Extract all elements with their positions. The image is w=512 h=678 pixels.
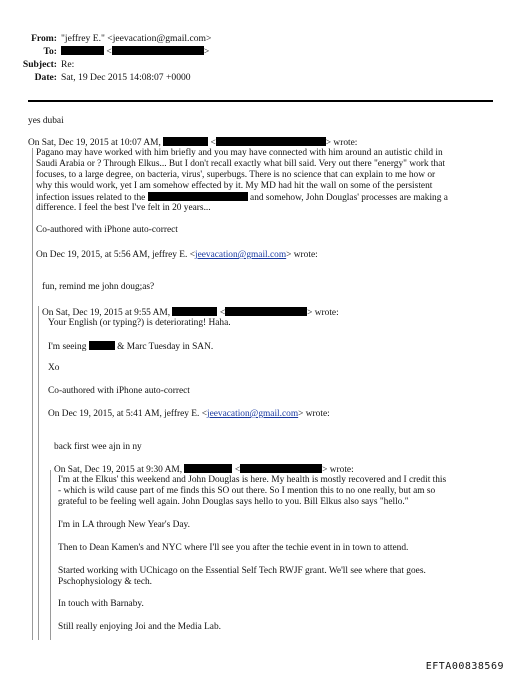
email-link[interactable]: jeevacation@gmail.com	[195, 250, 287, 260]
date-label: Date:	[34, 72, 57, 83]
redaction-block	[89, 341, 115, 350]
wrote-text: > wrote:	[286, 250, 318, 260]
quote-line: why this would work, yet I am somehow effected by it. My MD had hit the wall on some of the persistent	[36, 181, 433, 191]
quote-line-part: I'm seeing	[48, 342, 87, 352]
header-divider	[28, 100, 493, 102]
quote-line: Saudi Arabia or ? Through Elkus... But I don't recall exactly what bill said. Very out there "energy" work that	[36, 159, 445, 169]
quote-line: Still really enjoying Joi and the Media Lab.	[58, 622, 221, 632]
quote-line	[48, 341, 213, 353]
redaction-block	[61, 46, 104, 55]
subject-row	[0, 59, 74, 70]
subject-label: Subject:	[22, 59, 57, 70]
from-value: "jeffrey E." <jeevacation@gmail.com>	[61, 33, 212, 44]
quote-line: I'm in LA through New Year's Day.	[58, 520, 190, 530]
date-row	[0, 72, 191, 83]
quote-line: difference. I feel the best I've felt in 20 years...	[36, 203, 211, 213]
wrote-text: > wrote:	[307, 308, 339, 318]
quote-line: - which is wild cause part of me finds this SO out there. So I mention this to no one really, but am so	[58, 486, 436, 496]
to-row: To: < >	[0, 46, 209, 57]
redaction-block	[148, 192, 248, 201]
redaction-block	[163, 137, 208, 146]
from-row	[0, 33, 211, 44]
subject-value: Re:	[61, 59, 75, 70]
redaction-block	[112, 46, 204, 55]
quote-attribution	[48, 409, 330, 420]
from-label: From:	[31, 33, 57, 44]
quote-attribution	[36, 250, 318, 261]
quote-line-part: & Marc Tuesday in SAN.	[117, 342, 214, 352]
wrote-text: > wrote:	[298, 409, 330, 419]
quote-line: In touch with Barnaby.	[58, 599, 144, 609]
reply-text: fun, remind me john doug;as?	[42, 282, 155, 292]
email-link[interactable]: jeevacation@gmail.com	[207, 409, 299, 419]
quote-line-part: and somehow, John Douglas' processes are making a	[250, 193, 448, 203]
quote-line: Your English (or typing?) is deteriorating! Haha.	[48, 318, 231, 328]
quote-attribution: On Sat, Dec 19, 2015 at 9:55 AM, < > wrote:	[42, 308, 339, 318]
signature: Co-authored with iPhone auto-correct	[48, 386, 190, 396]
attribution-text: On Sat, Dec 19, 2015 at 10:07 AM,	[28, 138, 161, 148]
wrote-text: > wrote:	[322, 465, 354, 475]
quote-line: Xo	[48, 363, 60, 373]
date-value: Sat, 19 Dec 2015 14:08:07 +0000	[61, 72, 191, 83]
document-id: EFTA00838569	[425, 661, 504, 672]
quote-line: Pagano may have worked with him briefly and you may have connected with him around an autistic child in	[36, 148, 443, 158]
quote-line-part: infection issues related to the	[36, 193, 146, 203]
quote-line: I'm at the Elkus' this weekend and John Douglas is here. My health is mostly recovered and I credit this	[58, 475, 447, 485]
redaction-block	[216, 137, 326, 146]
quote-line: Started working with UChicago on the Essential Self Tech RWJF grant. We'll see where that goes.	[58, 566, 426, 576]
quote-attribution: On Sat, Dec 19, 2015 at 10:07 AM, < > wrote:	[28, 138, 358, 148]
attribution-text: On Dec 19, 2015, at 5:56 AM, jeffrey E. <	[36, 250, 195, 260]
redaction-block	[184, 464, 232, 473]
attribution-text: On Sat, Dec 19, 2015 at 9:55 AM,	[42, 308, 171, 318]
attribution-text: On Sat, Dec 19, 2015 at 9:30 AM,	[54, 465, 183, 475]
signature: Co-authored with iPhone auto-correct	[36, 225, 178, 235]
quote-line: focuses, to a large degree, on bacteria, virus', superbugs. There is no science that can explain to me how or	[36, 170, 436, 180]
quote-attribution: On Sat, Dec 19, 2015 at 9:30 AM, < > wrote:	[54, 465, 354, 475]
quote-bar	[38, 306, 39, 640]
to-label: To:	[43, 46, 57, 57]
redaction-block	[240, 464, 322, 473]
redaction-block	[225, 307, 307, 316]
quote-line: Pschophysiology & tech.	[58, 577, 153, 587]
quote-bar	[50, 470, 51, 640]
reply-text: yes dubai	[28, 116, 64, 126]
attribution-text: On Dec 19, 2015, at 5:41 AM, jeffrey E. <	[48, 409, 207, 419]
redaction-block	[172, 307, 217, 316]
reply-text: back first wee ajn in ny	[54, 442, 142, 452]
wrote-text: > wrote:	[325, 138, 358, 148]
quote-bar	[32, 148, 33, 640]
quote-line: Then to Dean Kamen's and NYC where I'll see you after the techie event in in town to attend.	[58, 543, 409, 553]
quote-line: grateful to be feeling well again. John Douglas says hello to you. Bill Elkus also says "hello."	[58, 497, 409, 507]
